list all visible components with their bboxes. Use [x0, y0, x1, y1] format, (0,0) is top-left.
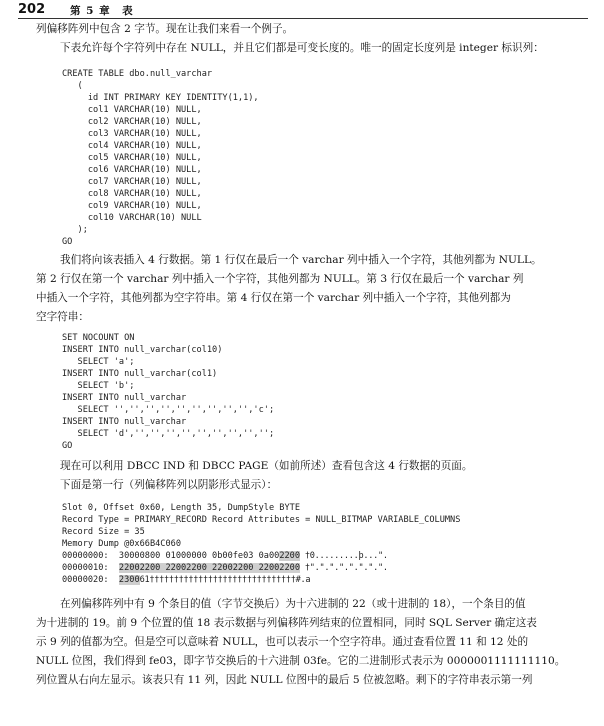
- code-line: id INT PRIMARY KEY IDENTITY(1,1),: [62, 93, 259, 103]
- dump-ascii: †0.........þ...".: [300, 551, 388, 561]
- paragraph-line: 空字符串：: [36, 311, 89, 323]
- code-line: CREATE TABLE dbo.null_varchar: [62, 69, 213, 79]
- code-line: col8 VARCHAR(10) NULL,: [62, 189, 202, 199]
- paragraph-line: 现在可以利用 DBCC IND 和 DBCC PAGE（如前所述）查看包含这 4 行数据的页面。: [60, 460, 473, 472]
- dump-bytes: 00000020:: [62, 575, 119, 585]
- paragraph-line: 中插入一个字符，其他列都为空字符串。第 4 行仅在第一个 varchar 列中插入一个字符，其他列都为: [36, 292, 511, 304]
- code-line: INSERT INTO null_varchar: [62, 417, 187, 427]
- dump-line: Record Size = 35: [62, 527, 145, 537]
- column-offset-array-highlight: 2200: [279, 551, 301, 561]
- dump-bytes: 00000010:: [62, 563, 119, 573]
- code-line: INSERT INTO null_varchar(col10): [62, 345, 223, 355]
- paragraph-line: 为十进制的 19。前 9 个位置的值 18 表示数据与列偏移阵列结束的位置相同，同时 SQL Server 确定这表: [36, 617, 537, 629]
- code-line: SELECT '','','','','','','','','','c';: [62, 405, 275, 415]
- code-line: SET NOCOUNT ON: [62, 333, 135, 343]
- dump-line: Slot 0, Offset 0x60, Length 35, DumpStyle BYTE: [62, 503, 300, 513]
- code-line: col4 VARCHAR(10) NULL,: [62, 141, 202, 151]
- code-line: SELECT 'd','','','','','','','','','';: [62, 429, 275, 439]
- code-line: col6 VARCHAR(10) NULL,: [62, 165, 202, 175]
- code-line: GO: [62, 441, 73, 451]
- dump-ascii: 61††††††††††††††††††††††††††††††#.a: [139, 575, 311, 585]
- chapter-title: 第 5 章 表: [70, 5, 134, 17]
- code-line: col5 VARCHAR(10) NULL,: [62, 153, 202, 163]
- paragraph-line: 下表允许每个字符列中存在 NULL，并且它们都是可变长度的。唯一的固定长度列是 integer 标识列：: [60, 42, 544, 54]
- dump-row: [62, 575, 310, 587]
- page-number: 202: [18, 2, 46, 17]
- code-line: SELECT 'a';: [62, 357, 135, 367]
- code-line: );: [62, 225, 88, 235]
- header-rule: [18, 18, 588, 19]
- code-line: col2 VARCHAR(10) NULL,: [62, 117, 202, 127]
- dump-line: Memory Dump @0x66B4C060: [62, 539, 181, 549]
- code-line: SELECT 'b';: [62, 381, 135, 391]
- page-header: [18, 2, 588, 18]
- column-offset-array-highlight: 22002200 22002200 22002200 22002200: [118, 563, 301, 573]
- paragraph-line: 第 2 行仅在第一个 varchar 列中插入一个字符，其他列都为 NULL。第 3 行仅在最后一个 varchar 列: [36, 273, 524, 285]
- paragraph-line: 列位置从右向左显示。该表只有 11 列，因此 NULL 位图中的最后 5 位被忽略。剩下的字符串表示第一列: [36, 674, 533, 686]
- code-line: col7 VARCHAR(10) NULL,: [62, 177, 202, 187]
- dump-ascii: †".".".".".".".".: [300, 563, 388, 573]
- code-line: (: [62, 81, 83, 91]
- paragraph-line: 在列偏移阵列中有 9 个条目的值（字节交换后）为十六进制的 22（或十进制的 18），一个条目的值: [60, 598, 526, 610]
- paragraph-line: 列偏移阵列中包含 2 字节。现在让我们来看一个例子。: [36, 23, 294, 35]
- dump-bytes: 00000000: 30000800 01000000 0b00fe03 0a00: [62, 551, 280, 561]
- column-offset-array-highlight: 2300: [118, 575, 140, 585]
- code-line: col1 VARCHAR(10) NULL,: [62, 105, 202, 115]
- paragraph-line: NULL 位图，我们得到 fe03，即字节交换后的十六进制 03fe。它的二进制形式表示为 0000001111111110。: [36, 655, 566, 667]
- dump-row: [62, 563, 388, 575]
- paragraph-line: 下面是第一行（列偏移阵列以阴影形式显示）：: [60, 479, 278, 491]
- dump-row: [62, 551, 388, 563]
- code-line: col3 VARCHAR(10) NULL,: [62, 129, 202, 139]
- code-line: GO: [62, 237, 73, 247]
- code-line: INSERT INTO null_varchar: [62, 393, 187, 403]
- paragraph-line: 我们将向该表插入 4 行数据。第 1 行仅在最后一个 varchar 列中插入一个字符，其他列都为 NULL。: [60, 254, 542, 266]
- dump-line: Record Type = PRIMARY_RECORD Record Attributes = NULL_BITMAP VARIABLE_COLUMNS: [62, 515, 461, 525]
- code-line: col9 VARCHAR(10) NULL,: [62, 201, 202, 211]
- code-line: col10 VARCHAR(10) NULL: [62, 213, 202, 223]
- paragraph-line: 示 9 列的值都为空。但是空可以意味着 NULL，也可以表示一个空字符串。通过查看位置 11 和 12 处的: [36, 636, 529, 648]
- code-line: INSERT INTO null_varchar(col1): [62, 369, 218, 379]
